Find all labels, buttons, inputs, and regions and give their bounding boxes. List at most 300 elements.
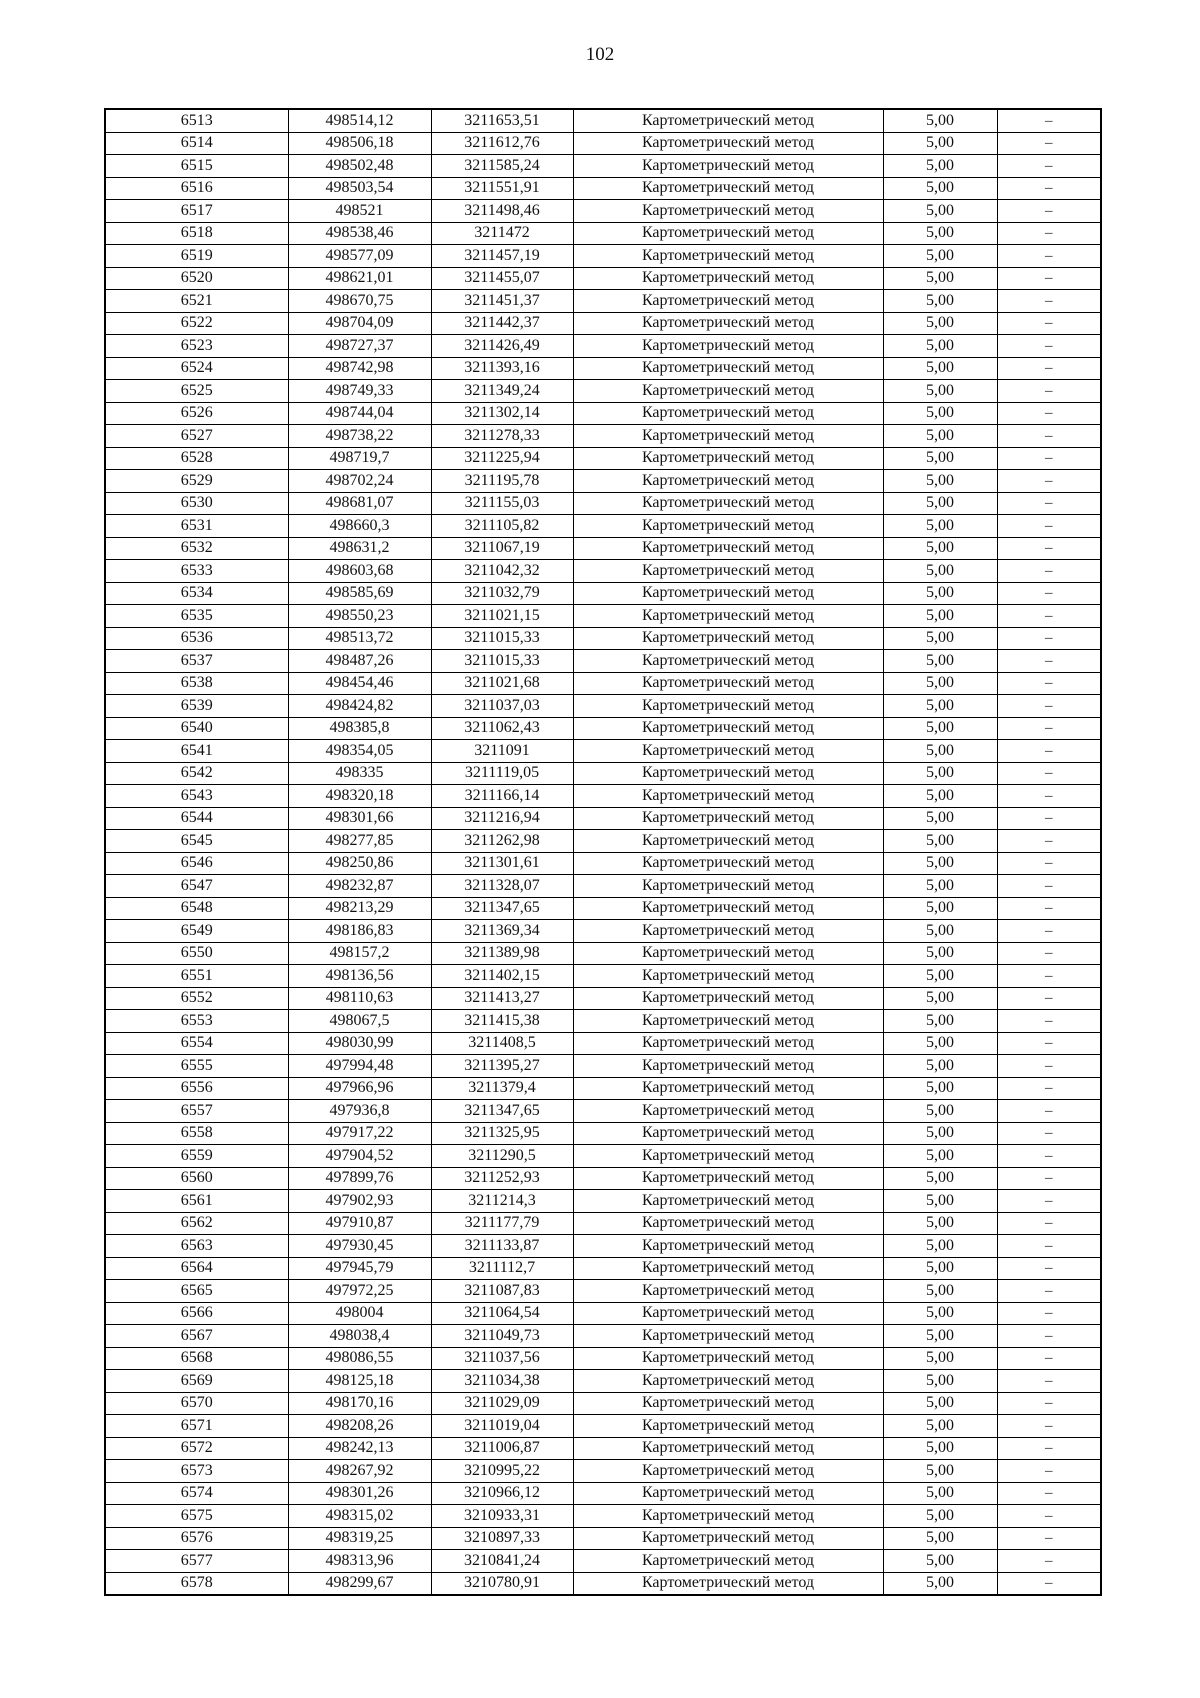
- description-cell: –: [997, 1077, 1101, 1100]
- description-cell: –: [997, 1437, 1101, 1460]
- table-row: [105, 357, 1101, 380]
- table-row: [105, 492, 1101, 515]
- table-row: [105, 695, 1101, 718]
- point-number-cell: 6519: [105, 245, 288, 268]
- x-coordinate-cell: 498514,12: [288, 109, 431, 132]
- method-cell: Картометрический метод: [573, 1100, 883, 1123]
- description-cell: –: [997, 965, 1101, 988]
- method-cell: Картометрический метод: [573, 1572, 883, 1595]
- accuracy-cell: 5,00: [883, 177, 997, 200]
- accuracy-cell: 5,00: [883, 1010, 997, 1033]
- point-number-cell: 6528: [105, 447, 288, 470]
- description-cell: –: [997, 1572, 1101, 1595]
- description-cell: –: [997, 155, 1101, 178]
- y-coordinate-cell: 3211413,27: [431, 987, 573, 1010]
- accuracy-cell: 5,00: [883, 1415, 997, 1438]
- y-coordinate-cell: 3211029,09: [431, 1392, 573, 1415]
- method-cell: Картометрический метод: [573, 1032, 883, 1055]
- table-row: [105, 177, 1101, 200]
- description-cell: –: [997, 1550, 1101, 1573]
- y-coordinate-cell: 3211032,79: [431, 582, 573, 605]
- accuracy-cell: 5,00: [883, 1145, 997, 1168]
- table-row: [105, 1100, 1101, 1123]
- accuracy-cell: 5,00: [883, 1190, 997, 1213]
- method-cell: Картометрический метод: [573, 1505, 883, 1528]
- x-coordinate-cell: 497936,8: [288, 1100, 431, 1123]
- accuracy-cell: 5,00: [883, 1550, 997, 1573]
- x-coordinate-cell: 498319,25: [288, 1527, 431, 1550]
- point-number-cell: 6514: [105, 132, 288, 155]
- point-number-cell: 6525: [105, 380, 288, 403]
- table-row: [105, 1190, 1101, 1213]
- x-coordinate-cell: 497904,52: [288, 1145, 431, 1168]
- x-coordinate-cell: 497899,76: [288, 1167, 431, 1190]
- method-cell: Картометрический метод: [573, 1055, 883, 1078]
- point-number-cell: 6563: [105, 1235, 288, 1258]
- point-number-cell: 6526: [105, 402, 288, 425]
- description-cell: –: [997, 1415, 1101, 1438]
- x-coordinate-cell: 497910,87: [288, 1212, 431, 1235]
- point-number-cell: 6532: [105, 537, 288, 560]
- accuracy-cell: 5,00: [883, 582, 997, 605]
- description-cell: –: [997, 177, 1101, 200]
- description-cell: –: [997, 560, 1101, 583]
- method-cell: Картометрический метод: [573, 177, 883, 200]
- table-row: [105, 312, 1101, 335]
- method-cell: Картометрический метод: [573, 425, 883, 448]
- table-row: [105, 1347, 1101, 1370]
- y-coordinate-cell: 3211369,34: [431, 920, 573, 943]
- method-cell: Картометрический метод: [573, 1167, 883, 1190]
- table-row: [105, 1572, 1101, 1595]
- description-cell: –: [997, 875, 1101, 898]
- y-coordinate-cell: 3211395,27: [431, 1055, 573, 1078]
- description-cell: –: [997, 830, 1101, 853]
- description-cell: –: [997, 807, 1101, 830]
- method-cell: Картометрический метод: [573, 1415, 883, 1438]
- table-row: [105, 245, 1101, 268]
- accuracy-cell: 5,00: [883, 852, 997, 875]
- table-row: [105, 1415, 1101, 1438]
- description-cell: –: [997, 897, 1101, 920]
- y-coordinate-cell: 3211379,4: [431, 1077, 573, 1100]
- method-cell: Картометрический метод: [573, 852, 883, 875]
- description-cell: –: [997, 380, 1101, 403]
- y-coordinate-cell: 3210995,22: [431, 1460, 573, 1483]
- point-number-cell: 6567: [105, 1325, 288, 1348]
- y-coordinate-cell: 3211067,19: [431, 537, 573, 560]
- method-cell: Картометрический метод: [573, 312, 883, 335]
- x-coordinate-cell: 498208,26: [288, 1415, 431, 1438]
- x-coordinate-cell: 498603,68: [288, 560, 431, 583]
- y-coordinate-cell: 3210780,91: [431, 1572, 573, 1595]
- y-coordinate-cell: 3211195,78: [431, 470, 573, 493]
- description-cell: –: [997, 1325, 1101, 1348]
- y-coordinate-cell: 3211585,24: [431, 155, 573, 178]
- x-coordinate-cell: 498738,22: [288, 425, 431, 448]
- point-number-cell: 6535: [105, 605, 288, 628]
- y-coordinate-cell: 3211325,95: [431, 1122, 573, 1145]
- method-cell: Картометрический метод: [573, 762, 883, 785]
- table-row: [105, 920, 1101, 943]
- description-cell: –: [997, 1392, 1101, 1415]
- accuracy-cell: 5,00: [883, 830, 997, 853]
- x-coordinate-cell: 498704,09: [288, 312, 431, 335]
- y-coordinate-cell: 3211087,83: [431, 1280, 573, 1303]
- y-coordinate-cell: 3211415,38: [431, 1010, 573, 1033]
- point-number-cell: 6523: [105, 335, 288, 358]
- table-row: [105, 447, 1101, 470]
- method-cell: Картометрический метод: [573, 1370, 883, 1393]
- point-number-cell: 6524: [105, 357, 288, 380]
- accuracy-cell: 5,00: [883, 1167, 997, 1190]
- x-coordinate-cell: 498424,82: [288, 695, 431, 718]
- accuracy-cell: 5,00: [883, 1122, 997, 1145]
- description-cell: –: [997, 942, 1101, 965]
- y-coordinate-cell: 3211328,07: [431, 875, 573, 898]
- page-number: 102: [585, 44, 615, 65]
- point-number-cell: 6572: [105, 1437, 288, 1460]
- description-cell: –: [997, 1370, 1101, 1393]
- accuracy-cell: 5,00: [883, 1325, 997, 1348]
- table-row: [105, 1325, 1101, 1348]
- description-cell: –: [997, 920, 1101, 943]
- y-coordinate-cell: 3211262,98: [431, 830, 573, 853]
- point-number-cell: 6513: [105, 109, 288, 132]
- x-coordinate-cell: 498232,87: [288, 875, 431, 898]
- accuracy-cell: 5,00: [883, 965, 997, 988]
- y-coordinate-cell: 3211177,79: [431, 1212, 573, 1235]
- accuracy-cell: 5,00: [883, 875, 997, 898]
- point-number-cell: 6569: [105, 1370, 288, 1393]
- table-row: [105, 582, 1101, 605]
- point-number-cell: 6521: [105, 290, 288, 313]
- method-cell: Картометрический метод: [573, 785, 883, 808]
- accuracy-cell: 5,00: [883, 402, 997, 425]
- y-coordinate-cell: 3211349,24: [431, 380, 573, 403]
- point-number-cell: 6543: [105, 785, 288, 808]
- y-coordinate-cell: 3211278,33: [431, 425, 573, 448]
- accuracy-cell: 5,00: [883, 762, 997, 785]
- accuracy-cell: 5,00: [883, 920, 997, 943]
- table-row: [105, 1235, 1101, 1258]
- description-cell: –: [997, 717, 1101, 740]
- y-coordinate-cell: 3210841,24: [431, 1550, 573, 1573]
- y-coordinate-cell: 3211037,03: [431, 695, 573, 718]
- table-row: [105, 402, 1101, 425]
- method-cell: Картометрический метод: [573, 1482, 883, 1505]
- accuracy-cell: 5,00: [883, 109, 997, 132]
- x-coordinate-cell: 498242,13: [288, 1437, 431, 1460]
- table-row: [105, 987, 1101, 1010]
- accuracy-cell: 5,00: [883, 627, 997, 650]
- table-row: [105, 1055, 1101, 1078]
- y-coordinate-cell: 3210897,33: [431, 1527, 573, 1550]
- y-coordinate-cell: 3211455,07: [431, 267, 573, 290]
- accuracy-cell: 5,00: [883, 717, 997, 740]
- method-cell: Картометрический метод: [573, 605, 883, 628]
- method-cell: Картометрический метод: [573, 267, 883, 290]
- table-row: [105, 1550, 1101, 1573]
- point-number-cell: 6558: [105, 1122, 288, 1145]
- x-coordinate-cell: 498585,69: [288, 582, 431, 605]
- x-coordinate-cell: 498681,07: [288, 492, 431, 515]
- point-number-cell: 6515: [105, 155, 288, 178]
- description-cell: –: [997, 1235, 1101, 1258]
- description-cell: –: [997, 492, 1101, 515]
- method-cell: Картометрический метод: [573, 695, 883, 718]
- point-number-cell: 6560: [105, 1167, 288, 1190]
- method-cell: Картометрический метод: [573, 627, 883, 650]
- point-number-cell: 6544: [105, 807, 288, 830]
- x-coordinate-cell: 498487,26: [288, 650, 431, 673]
- table-row: [105, 1302, 1101, 1325]
- x-coordinate-cell: 498335: [288, 762, 431, 785]
- description-cell: –: [997, 1010, 1101, 1033]
- table-row: [105, 380, 1101, 403]
- point-number-cell: 6564: [105, 1257, 288, 1280]
- description-cell: –: [997, 1482, 1101, 1505]
- table-row: [105, 1032, 1101, 1055]
- y-coordinate-cell: 3211551,91: [431, 177, 573, 200]
- y-coordinate-cell: 3211133,87: [431, 1235, 573, 1258]
- table-row: [105, 515, 1101, 538]
- point-number-cell: 6556: [105, 1077, 288, 1100]
- table-row: [105, 717, 1101, 740]
- point-number-cell: 6578: [105, 1572, 288, 1595]
- method-cell: Картометрический метод: [573, 1302, 883, 1325]
- table-row: [105, 785, 1101, 808]
- method-cell: Картометрический метод: [573, 200, 883, 223]
- y-coordinate-cell: 3211302,14: [431, 402, 573, 425]
- description-cell: –: [997, 1167, 1101, 1190]
- y-coordinate-cell: 3211091: [431, 740, 573, 763]
- method-cell: Картометрический метод: [573, 987, 883, 1010]
- x-coordinate-cell: 498315,02: [288, 1505, 431, 1528]
- description-cell: –: [997, 357, 1101, 380]
- description-cell: –: [997, 537, 1101, 560]
- point-number-cell: 6534: [105, 582, 288, 605]
- description-cell: –: [997, 132, 1101, 155]
- accuracy-cell: 5,00: [883, 650, 997, 673]
- accuracy-cell: 5,00: [883, 132, 997, 155]
- table-row: [105, 155, 1101, 178]
- x-coordinate-cell: 498454,46: [288, 672, 431, 695]
- point-number-cell: 6539: [105, 695, 288, 718]
- accuracy-cell: 5,00: [883, 897, 997, 920]
- point-number-cell: 6541: [105, 740, 288, 763]
- point-number-cell: 6562: [105, 1212, 288, 1235]
- method-cell: Картометрический метод: [573, 672, 883, 695]
- y-coordinate-cell: 3210933,31: [431, 1505, 573, 1528]
- accuracy-cell: 5,00: [883, 1505, 997, 1528]
- y-coordinate-cell: 3211006,87: [431, 1437, 573, 1460]
- point-number-cell: 6553: [105, 1010, 288, 1033]
- x-coordinate-cell: 498631,2: [288, 537, 431, 560]
- y-coordinate-cell: 3211015,33: [431, 627, 573, 650]
- table-row: [105, 875, 1101, 898]
- point-number-cell: 6533: [105, 560, 288, 583]
- table-row: [105, 1145, 1101, 1168]
- y-coordinate-cell: 3211216,94: [431, 807, 573, 830]
- description-cell: –: [997, 785, 1101, 808]
- x-coordinate-cell: 498301,66: [288, 807, 431, 830]
- method-cell: Картометрический метод: [573, 380, 883, 403]
- y-coordinate-cell: 3211347,65: [431, 897, 573, 920]
- accuracy-cell: 5,00: [883, 1437, 997, 1460]
- x-coordinate-cell: 498299,67: [288, 1572, 431, 1595]
- y-coordinate-cell: 3211166,14: [431, 785, 573, 808]
- description-cell: –: [997, 740, 1101, 763]
- y-coordinate-cell: 3211472: [431, 222, 573, 245]
- description-cell: –: [997, 515, 1101, 538]
- accuracy-cell: 5,00: [883, 447, 997, 470]
- accuracy-cell: 5,00: [883, 1392, 997, 1415]
- description-cell: –: [997, 650, 1101, 673]
- description-cell: –: [997, 1055, 1101, 1078]
- point-number-cell: 6531: [105, 515, 288, 538]
- x-coordinate-cell: 498313,96: [288, 1550, 431, 1573]
- y-coordinate-cell: 3211290,5: [431, 1145, 573, 1168]
- table-row: [105, 1167, 1101, 1190]
- point-number-cell: 6570: [105, 1392, 288, 1415]
- table-row: [105, 1010, 1101, 1033]
- accuracy-cell: 5,00: [883, 425, 997, 448]
- method-cell: Картометрический метод: [573, 1527, 883, 1550]
- accuracy-cell: 5,00: [883, 560, 997, 583]
- table-row: [105, 897, 1101, 920]
- description-cell: –: [997, 1460, 1101, 1483]
- accuracy-cell: 5,00: [883, 380, 997, 403]
- x-coordinate-cell: 497917,22: [288, 1122, 431, 1145]
- point-number-cell: 6566: [105, 1302, 288, 1325]
- x-coordinate-cell: 498136,56: [288, 965, 431, 988]
- table-row: [105, 1257, 1101, 1280]
- description-cell: –: [997, 1257, 1101, 1280]
- method-cell: Картометрический метод: [573, 155, 883, 178]
- description-cell: –: [997, 447, 1101, 470]
- point-number-cell: 6576: [105, 1527, 288, 1550]
- x-coordinate-cell: 498702,24: [288, 470, 431, 493]
- y-coordinate-cell: 3211015,33: [431, 650, 573, 673]
- method-cell: Картометрический метод: [573, 447, 883, 470]
- description-cell: –: [997, 109, 1101, 132]
- accuracy-cell: 5,00: [883, 1572, 997, 1595]
- table-row: [105, 627, 1101, 650]
- point-number-cell: 6536: [105, 627, 288, 650]
- table-row: [105, 560, 1101, 583]
- x-coordinate-cell: 498385,8: [288, 717, 431, 740]
- y-coordinate-cell: 3211042,32: [431, 560, 573, 583]
- method-cell: Картометрический метод: [573, 1437, 883, 1460]
- method-cell: Картометрический метод: [573, 492, 883, 515]
- method-cell: Картометрический метод: [573, 222, 883, 245]
- description-cell: –: [997, 762, 1101, 785]
- method-cell: Картометрический метод: [573, 1550, 883, 1573]
- accuracy-cell: 5,00: [883, 222, 997, 245]
- method-cell: Картометрический метод: [573, 109, 883, 132]
- accuracy-cell: 5,00: [883, 537, 997, 560]
- point-number-cell: 6551: [105, 965, 288, 988]
- description-cell: –: [997, 987, 1101, 1010]
- description-cell: –: [997, 335, 1101, 358]
- table-row: [105, 1077, 1101, 1100]
- description-cell: –: [997, 267, 1101, 290]
- description-cell: –: [997, 582, 1101, 605]
- y-coordinate-cell: 3211021,68: [431, 672, 573, 695]
- accuracy-cell: 5,00: [883, 942, 997, 965]
- x-coordinate-cell: 498521: [288, 200, 431, 223]
- x-coordinate-cell: 498660,3: [288, 515, 431, 538]
- description-cell: –: [997, 1190, 1101, 1213]
- method-cell: Картометрический метод: [573, 515, 883, 538]
- point-number-cell: 6554: [105, 1032, 288, 1055]
- method-cell: Картометрический метод: [573, 335, 883, 358]
- x-coordinate-cell: 498157,2: [288, 942, 431, 965]
- y-coordinate-cell: 3211105,82: [431, 515, 573, 538]
- description-cell: –: [997, 1100, 1101, 1123]
- description-cell: –: [997, 1212, 1101, 1235]
- x-coordinate-cell: 498513,72: [288, 627, 431, 650]
- method-cell: Картометрический метод: [573, 1235, 883, 1258]
- table-row: [105, 762, 1101, 785]
- table-row: [105, 650, 1101, 673]
- x-coordinate-cell: 498749,33: [288, 380, 431, 403]
- description-cell: –: [997, 1122, 1101, 1145]
- table-row: [105, 1280, 1101, 1303]
- y-coordinate-cell: 3211049,73: [431, 1325, 573, 1348]
- method-cell: Картометрический метод: [573, 830, 883, 853]
- y-coordinate-cell: 3211214,3: [431, 1190, 573, 1213]
- description-cell: –: [997, 1145, 1101, 1168]
- point-number-cell: 6542: [105, 762, 288, 785]
- accuracy-cell: 5,00: [883, 1077, 997, 1100]
- description-cell: –: [997, 1032, 1101, 1055]
- point-number-cell: 6546: [105, 852, 288, 875]
- description-cell: –: [997, 1302, 1101, 1325]
- table-row: [105, 1437, 1101, 1460]
- accuracy-cell: 5,00: [883, 785, 997, 808]
- y-coordinate-cell: 3211393,16: [431, 357, 573, 380]
- description-cell: –: [997, 627, 1101, 650]
- y-coordinate-cell: 3211112,7: [431, 1257, 573, 1280]
- accuracy-cell: 5,00: [883, 515, 997, 538]
- x-coordinate-cell: 497966,96: [288, 1077, 431, 1100]
- y-coordinate-cell: 3211037,56: [431, 1347, 573, 1370]
- table-row: [105, 942, 1101, 965]
- method-cell: Картометрический метод: [573, 717, 883, 740]
- accuracy-cell: 5,00: [883, 1347, 997, 1370]
- point-number-cell: 6517: [105, 200, 288, 223]
- method-cell: Картометрический метод: [573, 1257, 883, 1280]
- y-coordinate-cell: 3211442,37: [431, 312, 573, 335]
- y-coordinate-cell: 3211301,61: [431, 852, 573, 875]
- table-row: [105, 672, 1101, 695]
- accuracy-cell: 5,00: [883, 1370, 997, 1393]
- accuracy-cell: 5,00: [883, 1212, 997, 1235]
- y-coordinate-cell: 3211451,37: [431, 290, 573, 313]
- method-cell: Картометрический метод: [573, 1077, 883, 1100]
- point-number-cell: 6549: [105, 920, 288, 943]
- y-coordinate-cell: 3211252,93: [431, 1167, 573, 1190]
- x-coordinate-cell: 498267,92: [288, 1460, 431, 1483]
- point-number-cell: 6545: [105, 830, 288, 853]
- description-cell: –: [997, 290, 1101, 313]
- point-number-cell: 6555: [105, 1055, 288, 1078]
- accuracy-cell: 5,00: [883, 740, 997, 763]
- x-coordinate-cell: 498277,85: [288, 830, 431, 853]
- y-coordinate-cell: 3211347,65: [431, 1100, 573, 1123]
